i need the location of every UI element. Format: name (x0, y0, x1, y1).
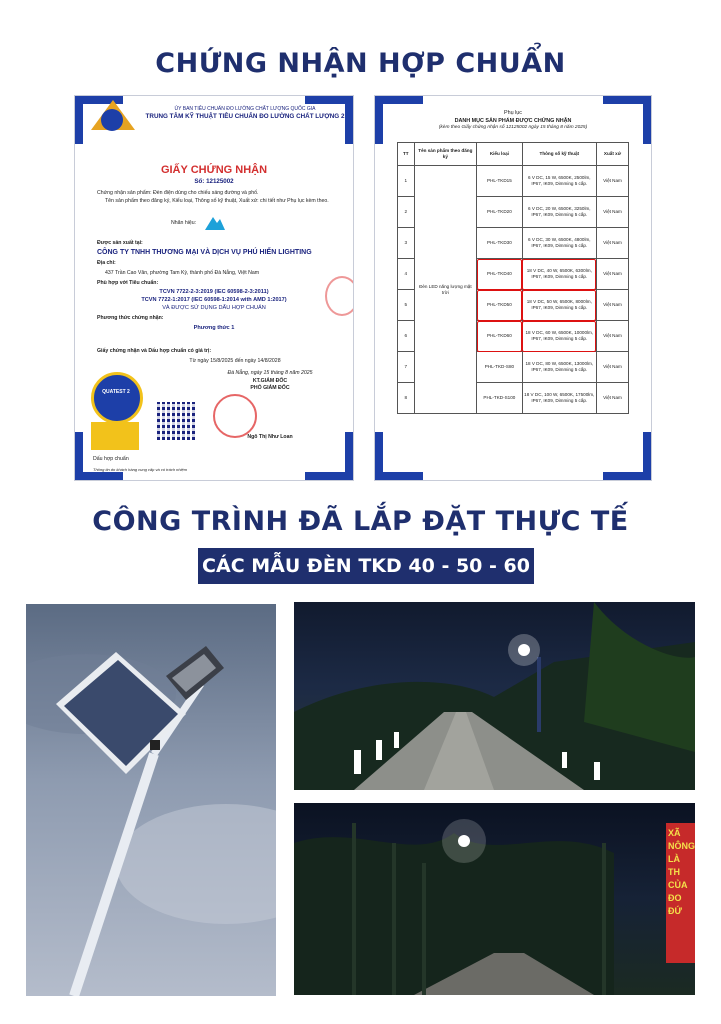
origin-cell: Việt Nam (596, 383, 628, 414)
sign-role-1: KT.GIÁM ĐỐC (252, 378, 288, 384)
spec-cell: 18 V DC, 50 W, 6500K, 8000lm, IP67, IK09, Dimming 5 cấp. (522, 290, 596, 321)
model-cell: PHL-TKD-S100 (477, 383, 523, 414)
origin-cell: Việt Nam (596, 352, 628, 383)
product-name-cell: Đèn LED năng lượng mặt trời (414, 166, 477, 414)
row-number: 4 (398, 259, 415, 290)
origin-cell: Việt Nam (596, 166, 628, 197)
row-number: 5 (398, 290, 415, 321)
model-cell: PHL-TKD40 (477, 259, 523, 290)
standard-label: Phù hợp với Tiêu chuẩn: (97, 280, 159, 286)
conformity-mark-box (91, 422, 139, 450)
footer-note: Thông tin do khách hàng cung cấp và có trách nhiệm (93, 467, 188, 472)
method: Phương thức 1 (193, 325, 235, 331)
models-banner: CÁC MẪU ĐÈN TKD 40 - 50 - 60 (198, 548, 534, 584)
spec-cell: 18 V DC, 100 W, 6500K, 17500lm, IP67, IK09, Dimming 5 cấp. (522, 383, 596, 414)
appendix-subtitle-note: (kèm theo Giấy chứng nhận số 12125002 ngày 15 tháng 8 năm 2025) (438, 125, 588, 130)
certificate-number: Số: 12125002 (194, 178, 234, 185)
model-cell: PHL-TKD50 (477, 290, 523, 321)
company-name: CÔNG TY TNHH THƯƠNG MẠI VÀ DỊCH VỤ PHÚ HIỂN LIGHTING (97, 249, 312, 256)
appendix-document (375, 96, 651, 480)
spec-cell: 6 V DC, 20 W, 6500K, 3250lm, IP67, IK09, Dimming 5 cấp. (522, 197, 596, 228)
manufacturer-label: Được sản xuất tại: (97, 240, 143, 246)
spec-cell: 18 V DC, 80 W, 6500K, 13000lm, IP67, IK09, Dimming 5 cấp. (522, 352, 596, 383)
quatest-seal-icon (91, 372, 143, 424)
column-header: TT (398, 143, 415, 166)
model-cell: PHL-TKD60 (477, 321, 523, 352)
org-address-block (145, 123, 345, 135)
model-cell: PHL-TKD15 (477, 166, 523, 197)
night-road-illustration (294, 602, 695, 790)
certification-heading: CHỨNG NHẬN HỢP CHUẨN (155, 48, 566, 79)
issue-date: Đà Nẵng, ngày 15 tháng 8 năm 2025 (227, 370, 313, 376)
column-header: Tên sản phẩm theo đăng ký (414, 143, 477, 166)
column-header: Kiểu loại (477, 143, 523, 166)
origin-cell: Việt Nam (596, 290, 628, 321)
installations-heading: CÔNG TRÌNH ĐÃ LẮP ĐẶT THỰC TẾ (92, 506, 629, 537)
standard-2: TCVN 7722-1:2017 (IEC 60598-1:2014 with AMD 1:2017) (141, 297, 287, 303)
appendix-subtitle: DANH MỤC SẢN PHẨM ĐƯỢC CHỨNG NHẬN (454, 118, 572, 124)
table-row (398, 166, 629, 197)
product-spec-table (397, 142, 629, 414)
signer-name: Ngô Thị Như Loan (247, 434, 293, 440)
row-number: 2 (398, 197, 415, 228)
org-name: TRUNG TÂM KỸ THUẬT TIÊU CHUẨN ĐO LƯỜNG CHẤT LƯỢNG 2 (145, 113, 345, 120)
mark-label: Dấu hợp chuẩn (93, 456, 129, 462)
row-number: 7 (398, 352, 415, 383)
row-number: 1 (398, 166, 415, 197)
origin-cell: Việt Nam (596, 228, 628, 259)
spec-cell: 18 V DC, 40 W, 6500K, 6300lm, IP67, IK09, Dimming 5 cấp. (522, 259, 596, 290)
row-number: 3 (398, 228, 415, 259)
model-cell: PHL-TKD30 (477, 228, 523, 259)
solar-lamp-illustration (26, 604, 276, 996)
quatest-logo-circle (101, 109, 123, 131)
spec-cell: 6 V DC, 15 W, 6500K, 2500lm, IP67, IK09, Dimming 5 cấp. (522, 166, 596, 197)
certificate-title: GIẤY CHỨNG NHẬN (160, 164, 268, 176)
brand-logo-icon (203, 214, 227, 232)
standard-1: TCVN 7722-2-3:2019 (IEC 60598-2-3:2011) (159, 289, 269, 295)
night-lane-illustration (294, 803, 695, 995)
model-cell: PHL-TKD20 (477, 197, 523, 228)
quatest-seal-label: QUATEST 2 (102, 389, 130, 395)
model-cell: PHL-TKD-S80 (477, 352, 523, 383)
photo-night-road (294, 602, 695, 790)
origin-cell: Việt Nam (596, 321, 628, 352)
side-stamp-icon (325, 276, 353, 316)
method-label: Phương thức chứng nhận: (97, 315, 164, 321)
validity: Từ ngày 15/8/2025 đến ngày 14/8/2028 (189, 358, 281, 364)
official-stamp-icon (213, 394, 257, 438)
origin-cell: Việt Nam (596, 259, 628, 290)
spec-cell: 18 V DC, 60 W, 6500K, 10000lm, IP67, IK09, Dimming 5 cấp. (522, 321, 596, 352)
spec-cell: 6 V DC, 30 W, 6500K, 4800lm, IP67, IK09, Dimming 5 cấp. (522, 228, 596, 259)
row-number: 6 (398, 321, 415, 352)
validity-label: Giấy chứng nhận và Dấu hợp chuẩn có giá trị: (97, 348, 212, 354)
roadside-sign-text: XÃ NÔNG LÀ TH CỦA ĐO ĐỨ (668, 828, 695, 916)
certificate-document (75, 96, 353, 480)
address-label: Địa chỉ: (97, 260, 116, 266)
product-detail: Tên sản phẩm theo đăng ký, Kiểu loại, Thông số kỹ thuật, Xuất xứ: chi tiết như Phụ lục kèm theo. (105, 198, 329, 204)
sign-role-2: PHÓ GIÁM ĐỐC (250, 385, 290, 391)
column-header: Xuất xứ (596, 143, 628, 166)
product-line: Chứng nhận sản phẩm: Đèn điện dùng cho chiếu sáng đường và phố. (97, 190, 259, 196)
photo-night-village-lane (294, 803, 695, 995)
org-parent: ỦY BAN TIÊU CHUẨN ĐO LƯỜNG CHẤT LƯỢNG QUỐC GIA (174, 106, 316, 112)
appendix-title: Phụ lục (504, 110, 522, 116)
column-header: Thông số kỹ thuật (522, 143, 596, 166)
standard-3: VÀ ĐƯỢC SỬ DỤNG DẤU HỢP CHUẨN (162, 305, 266, 311)
brand-label: Nhãn hiệu: (171, 220, 197, 226)
address: 437 Trần Cao Vân, phường Tam Kỳ, thành phố Đà Nẵng, Việt Nam (105, 270, 260, 276)
photo-solar-lamp-closeup (26, 604, 276, 996)
frame-corner (305, 96, 353, 144)
row-number: 8 (398, 383, 415, 414)
origin-cell: Việt Nam (596, 197, 628, 228)
